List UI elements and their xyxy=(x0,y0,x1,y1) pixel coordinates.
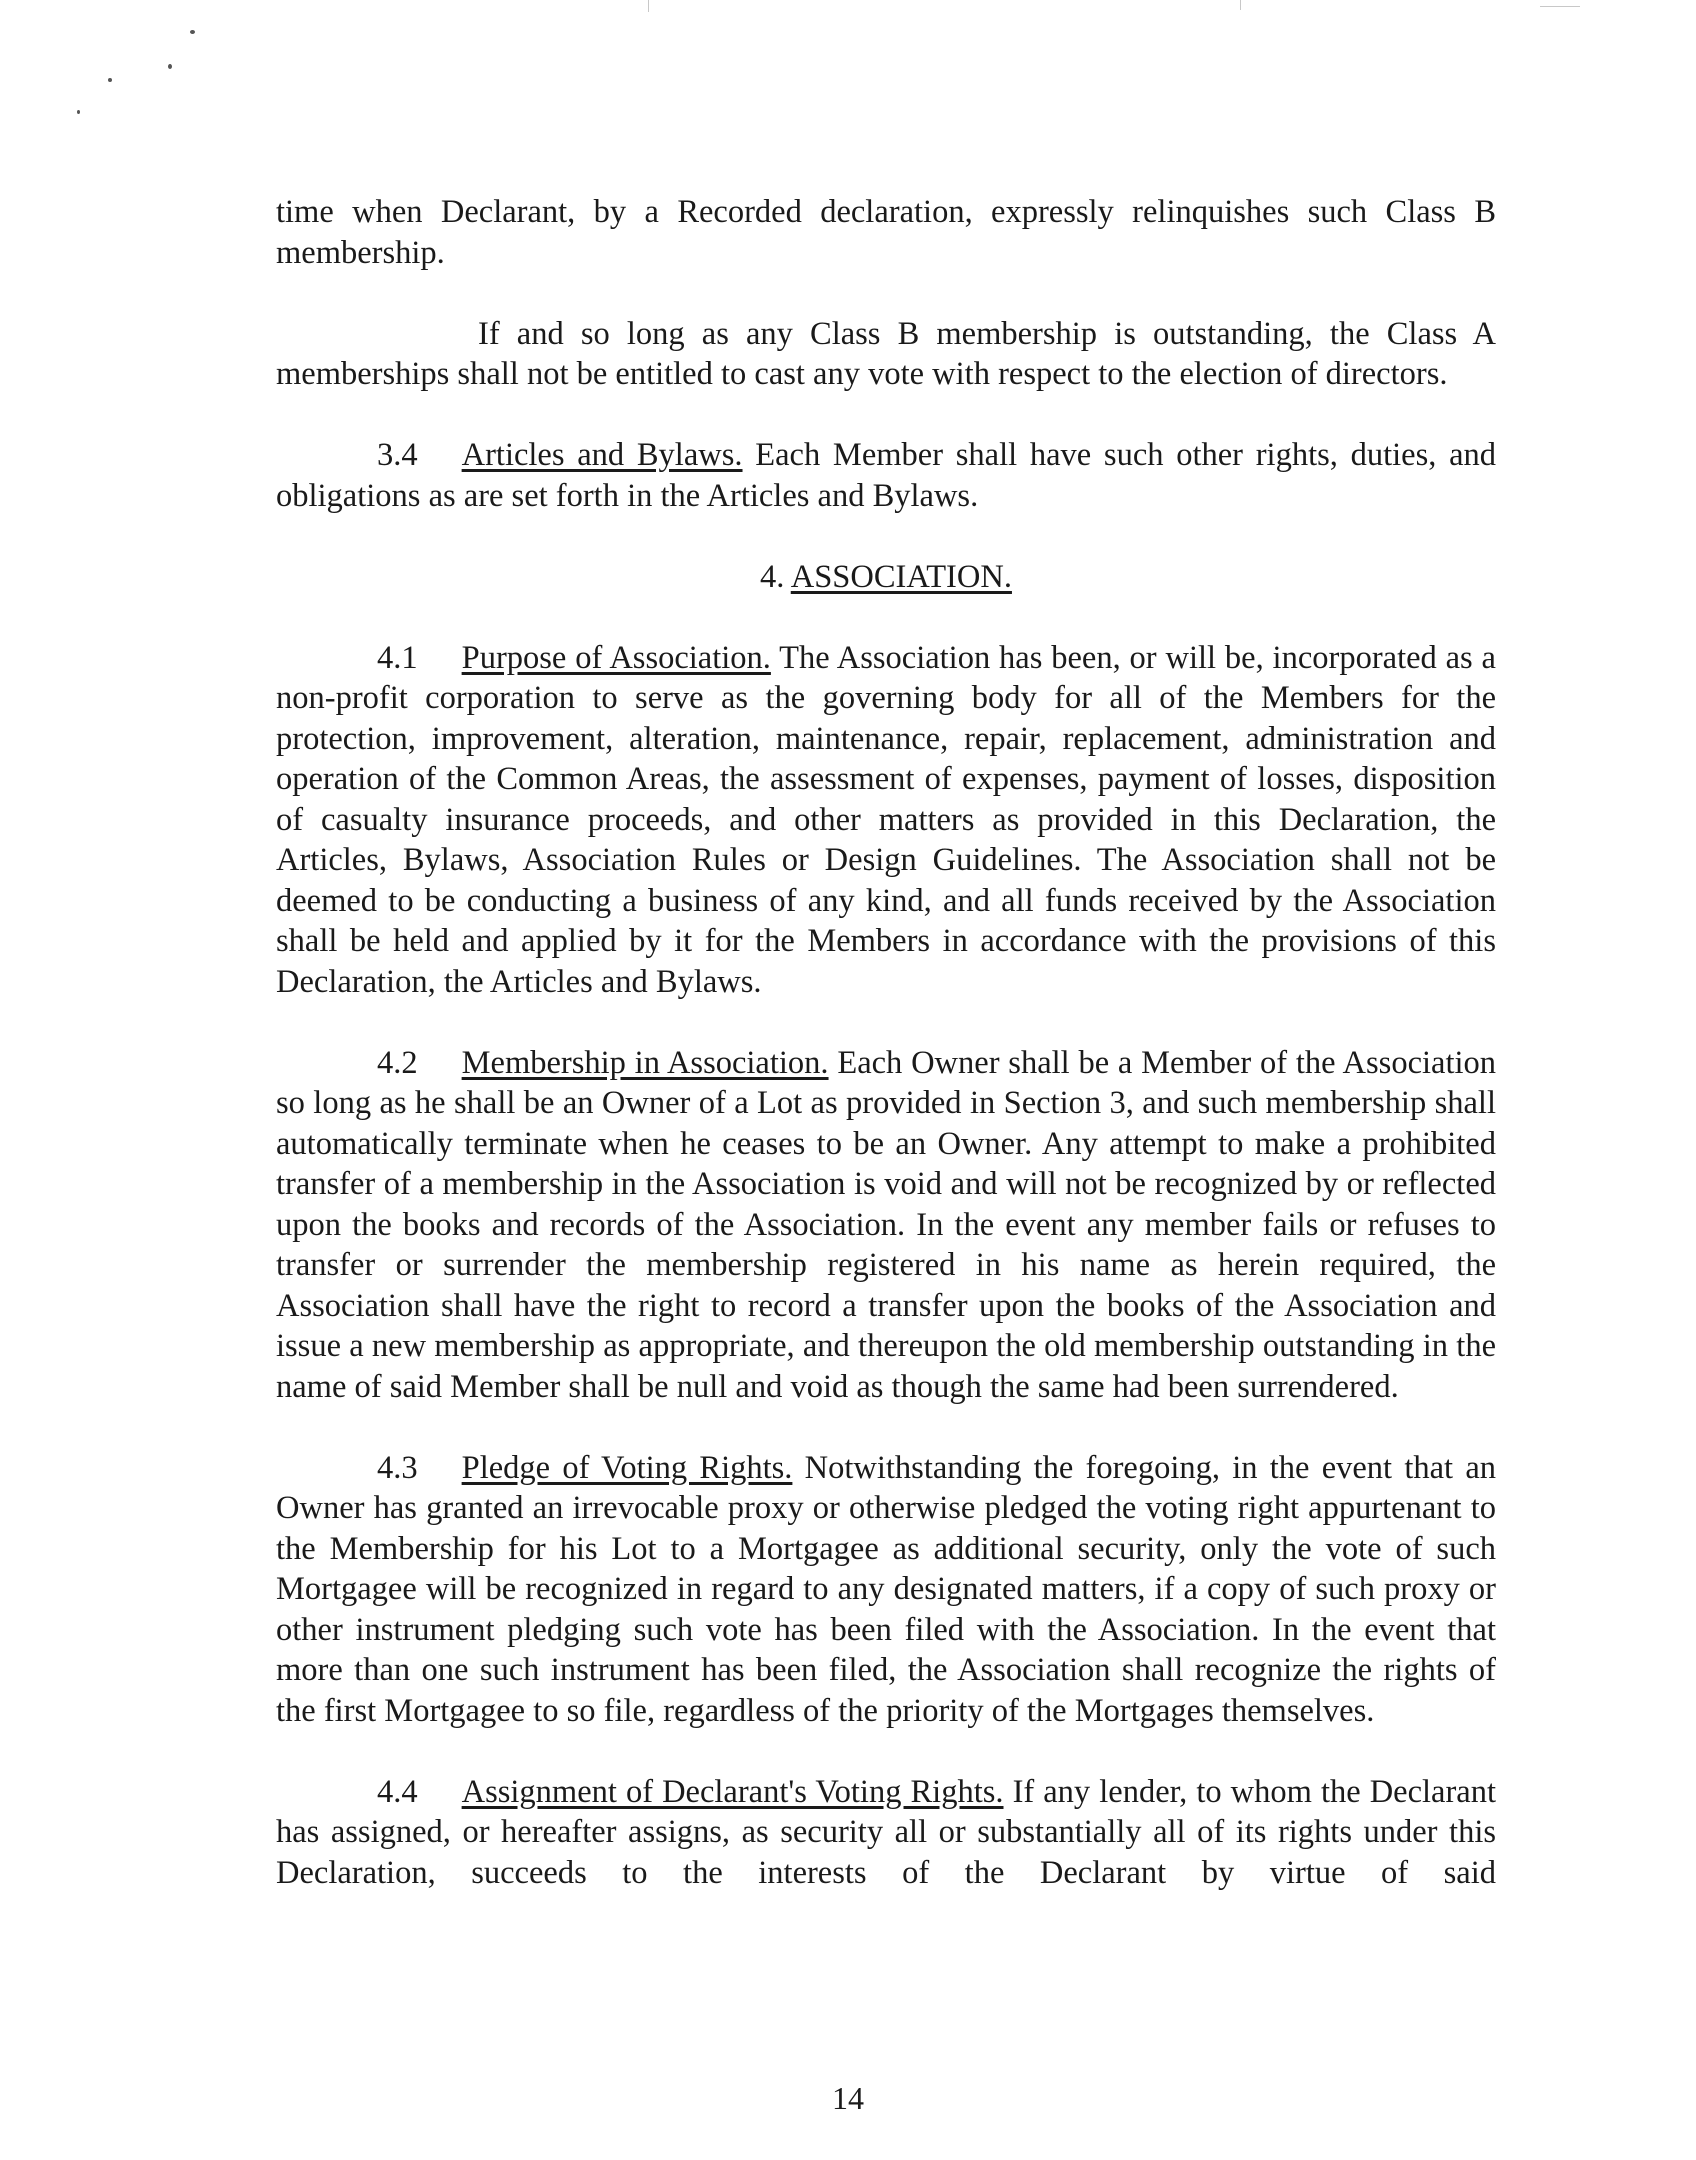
scan-speck xyxy=(168,64,172,69)
scan-mark xyxy=(1540,6,1580,7)
section-4-4 xyxy=(276,1772,1496,1894)
section-number: 4.2 xyxy=(377,1044,418,1081)
section-body: Each Member shall have such other rights, duties, and obligations as are set forth in the Articles and Bylaws. xyxy=(276,437,1497,514)
section-number: 4.4 xyxy=(377,1773,418,1810)
section-body: Each Owner shall be a Member of the Association so long as he shall be an Owner of a Lot as provided in Section 3, and such membership shall automatically terminate when he ceases to be an Owner. Any attempt to make a prohibited transfer of a membership in the Association is void and will not be recognized by or reflected upon the books and records of the Association. In the event any member fails or refuses to transfer or surrender the membership registered in his name as herein required, the Association shall have the right to record a transfer upon the books of the Association and issue a new membership as appropriate, and thereupon the old membership outstanding in the name of said Member shall be null and void as though the same had been surrendered. xyxy=(276,1044,1497,1405)
paragraph-class-b: If and so long as any Class B membership is outstanding, the Class A memberships shall not be entitled to cast any vote with respect to the election of directors. xyxy=(276,315,1496,392)
heading-title: ASSOCIATION. xyxy=(790,558,1012,595)
section-title: Membership in Association. xyxy=(461,1044,829,1081)
section-3-4 xyxy=(276,435,1496,516)
paragraph-continued: time when Declarant, by a Recorded declaration, expressly relinquishes such Class B membership. xyxy=(276,194,1496,271)
heading-number: 4. xyxy=(760,558,785,595)
scan-speck xyxy=(190,30,195,34)
section-number: 4.3 xyxy=(377,1449,418,1486)
page-number: 14 xyxy=(832,2080,864,2116)
section-title: Articles and Bylaws. xyxy=(461,437,743,473)
section-4-3 xyxy=(276,1448,1496,1732)
section-body: The Association has been, or will be, incorporated as a non-profit corporation to serve as the governing body for all of the Members for the protection, improvement, alteration, maintenance, repair, replacement, administration and operation of the Common Areas, the assessment of expenses, payment of losses, disposition of casualty insurance proceeds, and other matters as provided in this Declaration, the Articles, Bylaws, Association Rules or Design Guidelines. The Association shall not be deemed to be conducting a business of any kind, and all funds received by the Association shall be held and applied by it for the Members in accordance with the provisions of this Declaration, the Articles and Bylaws. xyxy=(276,639,1496,1000)
heading-article-4 xyxy=(276,557,1496,598)
section-body: If any lender, to whom the Declarant has assigned, or hereafter assigns, as security all or substantially all of its rights under this Declaration, succeeds to the interests of the Declarant by virtue of said xyxy=(276,1773,1497,1891)
section-number: 3.4 xyxy=(377,437,418,473)
scan-mark xyxy=(648,0,649,12)
scan-speck xyxy=(77,110,80,114)
section-title: Assignment of Declarant's Voting Rights. xyxy=(461,1773,1004,1810)
section-4-1 xyxy=(276,638,1496,1003)
document-body xyxy=(276,192,1496,1893)
section-4-2 xyxy=(276,1043,1496,1408)
section-body: Notwithstanding the foregoing, in the event that an Owner has granted an irrevocable proxy or otherwise pledged the voting right appurtenant to the Membership for his Lot to a Mortgagee as additional security, only the vote of such Mortgagee will be recognized in regard to any designated matters, if a copy of such proxy or other instrument pledging such vote has been filed with the Association. In the event that more than one such instrument has been filed, the Association shall recognize the rights of the first Mortgagee to so file, regardless of the priority of the Mortgages themselves. xyxy=(276,1449,1496,1729)
section-title: Pledge of Voting Rights. xyxy=(461,1449,793,1486)
scan-mark xyxy=(1240,0,1241,10)
section-title: Purpose of Association. xyxy=(461,639,771,676)
section-number: 4.1 xyxy=(377,639,418,676)
scan-speck xyxy=(108,78,112,82)
